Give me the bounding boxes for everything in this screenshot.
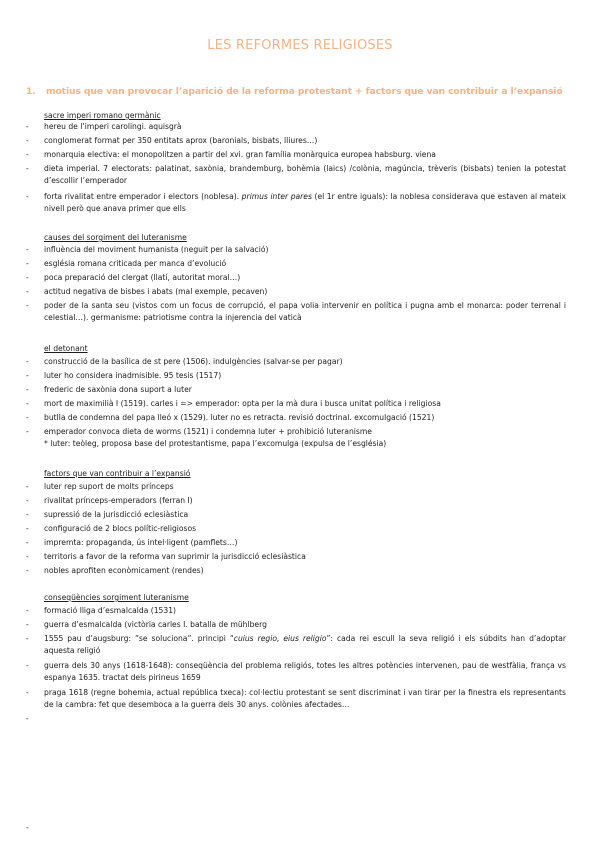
footnote: * luter: teòleg, proposa base del protestantisme, papa l’excomulga (expulsa de l’església) — [44, 439, 387, 448]
document-title: LES REFORMES RELIGIOSES — [207, 38, 393, 53]
list-item: - 1555 pau d’augsburg: “se soluciona”. principi “cuius regio, eius religio”: cada rei escull la seva religió i els súbdits han d’adoptar aquesta religió — [26, 634, 566, 655]
list-item: - construcció de la basílica de st pere (1506). indulgències (salvar-se per pagar) — [26, 357, 343, 366]
subsection-title: causes del sorgiment del luteranisme — [44, 233, 187, 242]
list-item: - frederic de saxònia dona suport a luter — [26, 385, 192, 394]
list-item: - territoris a favor de la reforma van suprimir la jurisdicció eclesiàstica — [26, 552, 306, 561]
list-item: - emperador convoca dieta de worms (1521) i condemna luter + prohibició luteranisme — [26, 427, 372, 436]
list-item: - poca preparació del clergat (llatí, autoritat moral…) — [26, 273, 241, 282]
empty-bullet: - — [26, 714, 29, 723]
list-item: - guerra d’esmalcalda (victòria carles I. batalla de mühlberg — [26, 620, 267, 629]
list-item: - influència del moviment humanista (neguit per la salvació) — [26, 245, 269, 254]
list-item: - impremta: propaganda, ús intel·ligent (pamflets…) — [26, 538, 238, 547]
list-item: - forta rivalitat entre emperador i electors (noblesa). primus inter pares (el 1r entre iguals): la noblesa considerava que estaven al mateix nivell però que anava primer que ells — [26, 192, 567, 213]
list-item: - butlla de condemna del papa lleó x (1529). luter no es retracta. revisió doctrinal. excomulgació (1521) — [26, 413, 435, 422]
list-item: - nobles aprofiten econòmicament (rendes) — [26, 566, 204, 575]
subsection-title: sacre imperi romano germànic — [44, 111, 161, 120]
list-item: - luter ho considera inadmisible. 95 tesis (1517) — [26, 371, 222, 380]
list-item: - praga 1618 (regne bohemia, actual república txeca): col·lectiu protestant se sent discriminat i van tirar per la finestra els representants de la cambra: fet que desemboca a la guerra dels 30 anys. colònies afectades… — [26, 688, 566, 709]
list-item: - luter rep suport de molts prínceps — [26, 482, 174, 491]
subsection-title: conseqüències sorgiment luteranisme — [44, 593, 189, 602]
list-item: - actitud negativa de bisbes i abats (mal exemple, pecaven) — [26, 287, 268, 296]
list-item: - conglomerat format per 350 entitats aprox (baronials, bisbats, lliures…) — [26, 136, 318, 145]
list-item: - rivalitat prínceps-emperadors (ferran I) — [26, 496, 193, 505]
empty-bullet: - — [26, 823, 29, 832]
list-item: - supressió de la jurisdicció eclesiàstica — [26, 510, 189, 519]
list-item: - mort de maximilià I (1519). carles i => emperador: opta per la mà dura i busca unitat política i religiosa — [26, 399, 441, 408]
list-item: - hereu de l’imperi carolingi. aquisgrà — [26, 122, 182, 131]
section-heading — [26, 86, 586, 97]
list-item: - configuració de 2 blocs polític-religiosos — [26, 524, 197, 533]
subsection-title: el detonant — [44, 344, 88, 353]
list-item: - dieta imperial. 7 electorats: palatinat, saxònia, brandemburg, bohèmia (laics) /colònia, magúncia, trèveris (bisbats) tenien la potestat d’escollir l’emperador — [26, 164, 566, 185]
heading-text: motius que van provocar l’aparició de la reforma protestant + factors que van contribuir a l’expansió — [46, 86, 563, 97]
heading-number: 1. — [26, 86, 36, 97]
list-item: - guerra dels 30 anys (1618-1648): conseqüència del problema religiós, totes les altres potències intervenen, pau de westfàlia, frança vs espanya 1635. tractat dels pirineus 1659 — [26, 661, 566, 682]
list-item: - formació lliga d’esmalcalda (1531) — [26, 606, 177, 615]
list-item: - monarquia electiva: el monopolitzen a partir del xvi. gran família monàrquica europea habsburg. viena — [26, 150, 436, 159]
list-item: - església romana criticada per manca d’evolució — [26, 259, 227, 268]
list-item: - poder de la santa seu (vistos com un focus de corrupció, el papa volia intervenir en política i pugna amb el monarca: poder terrenal i celestial…). germanisme: patriotisme contra la injerencia del vaticà — [26, 301, 566, 322]
subsection-title: factors que van contribuir a l’expansió — [44, 469, 191, 478]
